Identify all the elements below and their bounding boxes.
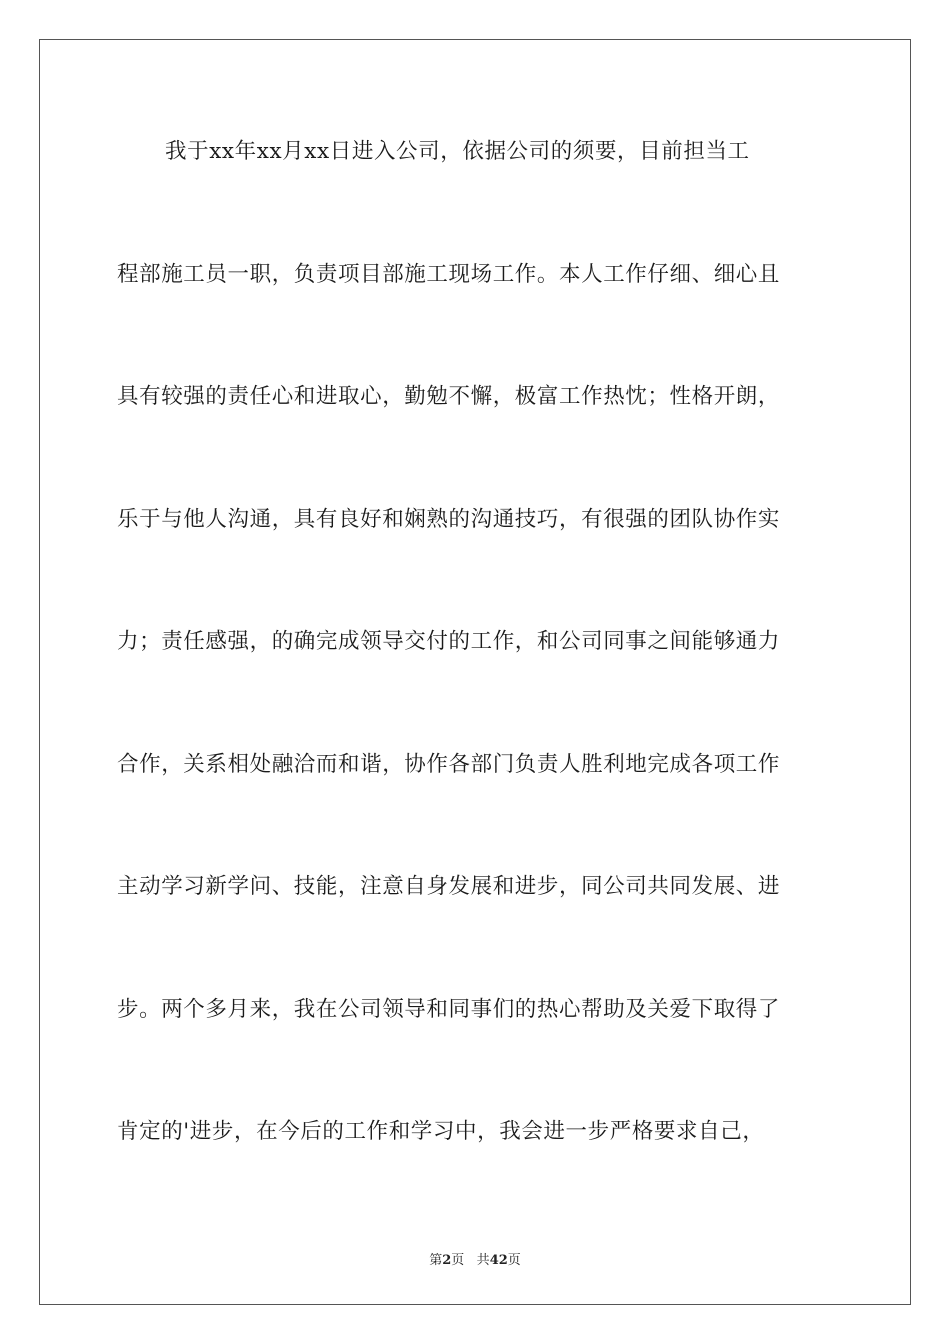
paragraph-line-6: 合作，关系相处融洽而和谐，协作各部门负责人胜利地完成各项工作 bbox=[117, 751, 781, 777]
paragraph-line-9: 肯定的'进步，在今后的工作和学习中，我会进一步严格要求自己， bbox=[117, 1119, 765, 1144]
page-prefix: 第 bbox=[429, 1253, 443, 1268]
paragraph-line-3: 具有较强的责任心和进取心，勤勉不懈，极富工作热忱；性格开朗， bbox=[117, 384, 781, 409]
paragraph-line-1: 我于xx年xx月xx日进入公司，依据公司的须要，目前担当工 bbox=[165, 139, 750, 164]
paragraph-line-8: 步。两个多月来，我在公司领导和同事们的热心帮助及关爱下取得了 bbox=[117, 996, 781, 1022]
page-number-footer bbox=[0, 1249, 950, 1268]
paragraph-line-2: 程部施工员一职，负责项目部施工现场工作。本人工作仔细、细心且 bbox=[117, 261, 781, 287]
document-body bbox=[117, 124, 833, 1227]
total-page-count: 42 bbox=[489, 1253, 508, 1268]
total-prefix: 共 bbox=[476, 1253, 490, 1268]
page-suffix: 页 bbox=[451, 1253, 465, 1268]
total-suffix: 页 bbox=[507, 1253, 521, 1268]
paragraph-line-7: 主动学习新学问、技能，注意自身发展和进步，同公司共同发展、进 bbox=[117, 874, 781, 899]
paragraph-line-4: 乐于与他人沟通，具有良好和娴熟的沟通技巧，有很强的团队协作实 bbox=[117, 506, 781, 532]
paragraph-line-5: 力；责任感强，的确完成领导交付的工作，和公司同事之间能够通力 bbox=[117, 629, 781, 654]
current-page-number: 2 bbox=[442, 1253, 452, 1268]
